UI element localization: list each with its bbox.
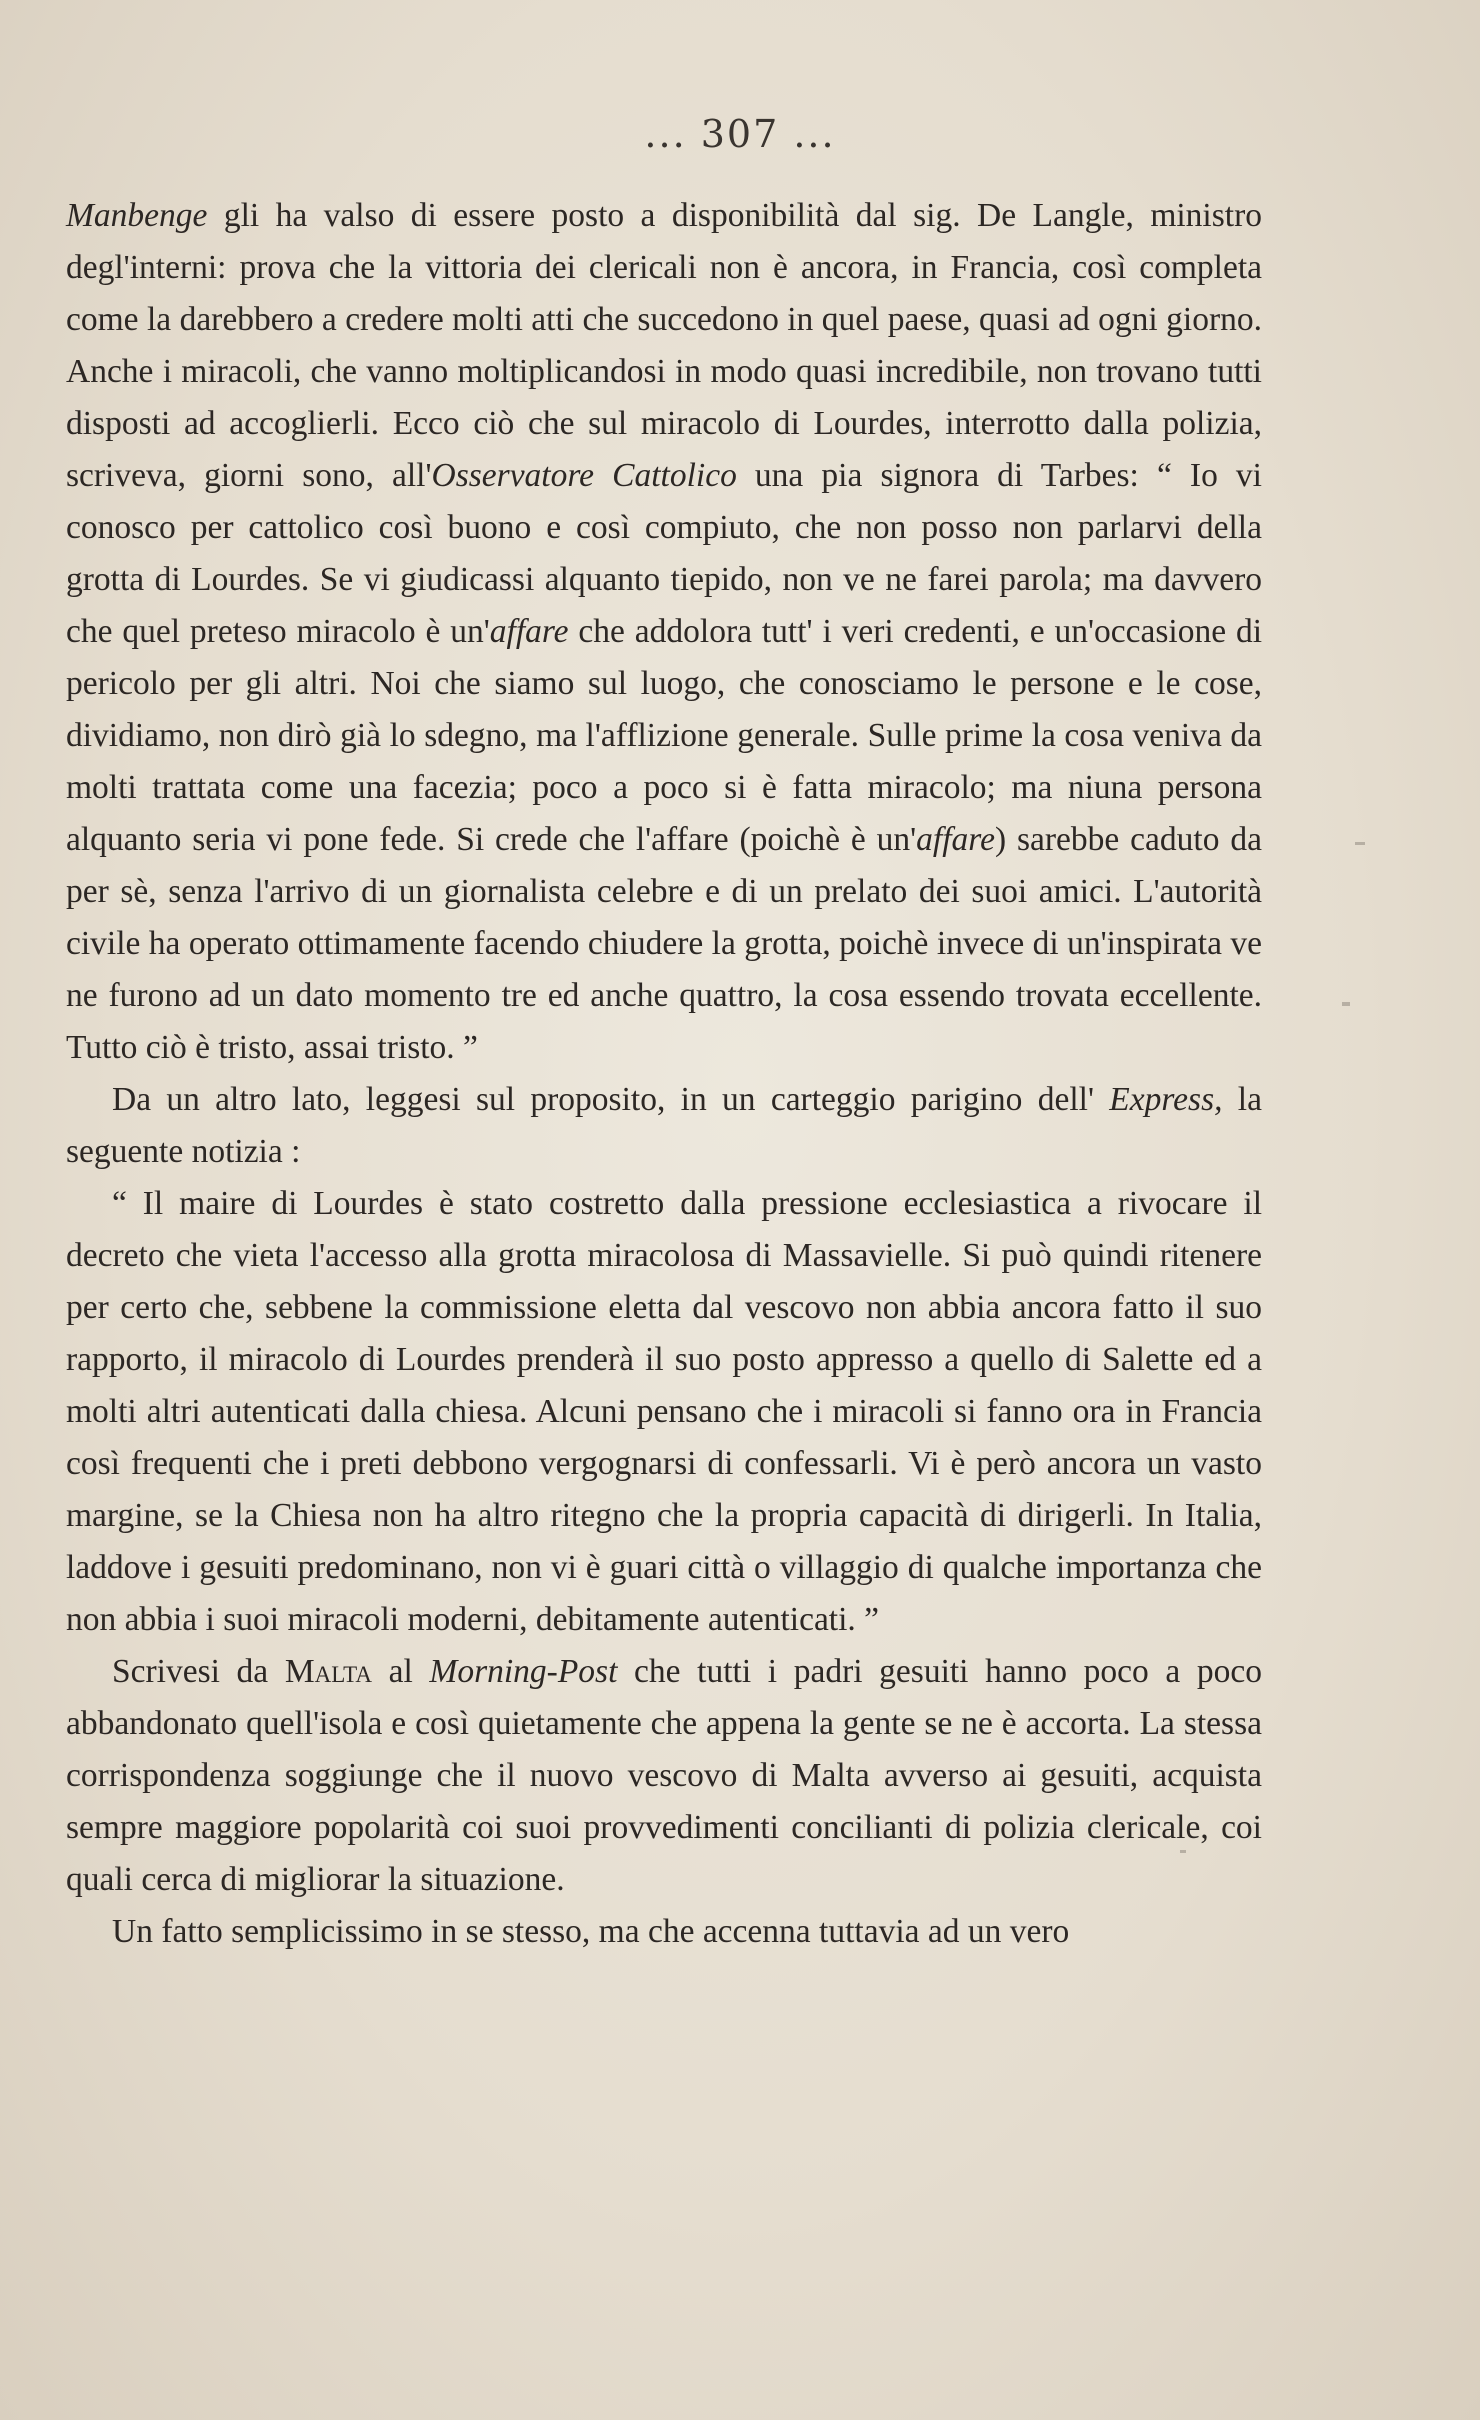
text-span: al <box>371 1653 430 1690</box>
text-span: gli ha valso di essere posto a disponibilità dal sig. De Langle, ministro degl'interni: prova che la vittoria dei clericali non è ancora, in Francia, così completa come la darebbero a credere molti atti che succedono in quel paese, quasi ad ogni giorno. Anche i miracoli, che vanno moltiplicandosi in modo quasi incredibile, non trovano tutti disposti ad accoglierli. Ecco ciò che sul miracolo di Lourdes, interrotto dalla polizia, scriveva, giorni sono, all' <box>66 197 1262 494</box>
italic-text: Express, <box>1109 1081 1223 1118</box>
paragraph-1 <box>66 190 1262 1074</box>
italic-text: affare <box>916 821 995 858</box>
text-span: Da un altro lato, leggesi sul proposito, in un carteggio parigino dell' <box>112 1081 1110 1118</box>
text-span: ) sarebbe caduto da per sè, senza l'arrivo di un giornalista celebre e di un prelato dei suoi amici. L'autorità civile ha operato ottimamente facendo chiudere la grotta, poichè invece di un'inspirata ve ne furono ad un dato momento tre ed anche quattro, la cosa essendo trovata eccellente. Tutto ciò è tristo, assai tristo. ” <box>66 821 1262 1066</box>
paper-speck <box>1342 1002 1350 1006</box>
small-caps-text: Malta <box>284 1653 372 1690</box>
paragraph-4 <box>66 1646 1262 1906</box>
text-span: “ Il maire di Lourdes è stato costretto dalla pressione ecclesiastica a rivocare il decreto che vieta l'accesso alla grotta miracolosa di Massavielle. Si può quindi ritenere per certo che, sebbene la commissione eletta dal vescovo non abbia ancora fatto il suo rapporto, il miracolo di Lourdes prenderà il suo posto appresso a quello di Salette ed a molti altri autenticati dalla chiesa. Alcuni pensano che i miracoli si fanno ora in Francia così frequenti che i preti debbono vergognarsi di confessarli. Vi è però ancora un vasto margine, se la Chiesa non ha altro ritegno che la propria capacità di dirigerli. In Italia, laddove i gesuiti predominano, non vi è guari città o villaggio di qualche importanza che non abbia i suoi miracoli moderni, debitamente autenticati. ” <box>66 1185 1262 1638</box>
body-text <box>66 190 1262 1958</box>
paragraph-3 <box>66 1178 1262 1646</box>
italic-text: Morning-Post <box>429 1653 618 1690</box>
text-span: Scrivesi da <box>112 1653 285 1690</box>
italic-text: Osservatore Cattolico <box>431 457 737 494</box>
text-span: che tutti i padri gesuiti hanno poco a poco abbandonato quell'isola e così quietamente che appena la gente se ne è accorta. La stessa corrispondenza soggiunge che il nuovo vescovo di Malta avverso ai gesuiti, acquista sempre maggiore popolarità coi suoi provvedimenti concilianti di polizia clericale, coi quali cerca di migliorar la situazione. <box>66 1653 1262 1898</box>
text-span: Un fatto semplicissimo in se stesso, ma che accenna tuttavia ad un vero <box>112 1913 1070 1950</box>
paragraph-2 <box>66 1074 1262 1178</box>
text-span: una pia signora di Tarbes: “ Io vi conosco per cattolico così buono e così compiuto, che non posso non parlarvi della grotta di Lourdes. Se vi giudicassi alquanto tiepido, non ve ne farei parola; ma davvero che quel preteso miracolo è un' <box>66 457 1262 650</box>
text-span: che addolora tutt' i veri credenti, e un'occasione di pericolo per gli altri. Noi che siamo sul luogo, che conosciamo le persone e le cose, dividiamo, non dirò già lo sdegno, ma l'afflizione generale. Sulle prime la cosa veniva da molti trattata come una facezia; poco a poco si è fatta miracolo; ma niuna persona alquanto seria vi pone fede. Si crede che l'affare (poichè è un' <box>66 613 1263 858</box>
paper-speck <box>1180 1850 1186 1853</box>
italic-text: Manbenge <box>66 197 208 234</box>
page-number: ... 307 ... <box>644 112 836 156</box>
italic-text: affare <box>489 613 569 650</box>
text-span: la seguente notizia : <box>66 1081 1262 1170</box>
paragraph-5 <box>66 1906 1262 1958</box>
paper-speck <box>1355 842 1365 845</box>
